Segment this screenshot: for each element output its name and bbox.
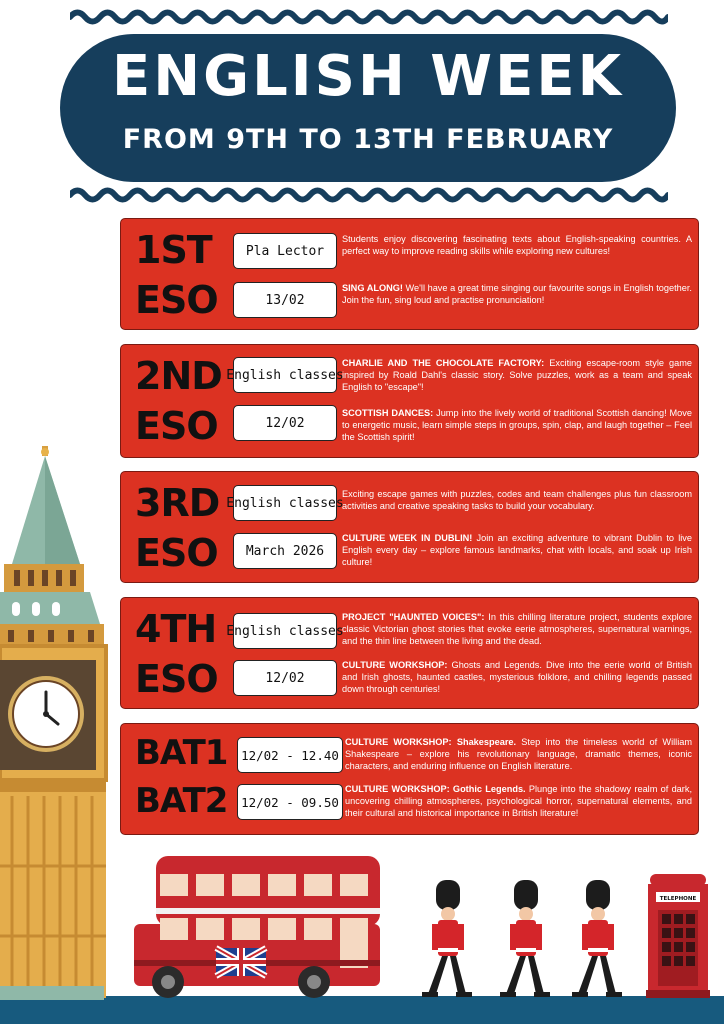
page-title: ENGLISH WEEK [112, 44, 624, 109]
wave-divider-icon [70, 186, 668, 204]
level-label: 2ND [135, 354, 222, 398]
card-bat [120, 723, 699, 835]
activity-pill: Pla Lector [233, 233, 337, 269]
card-3rd-eso [120, 471, 699, 583]
activity-pill: English classes [233, 485, 337, 521]
page-subtitle: FROM 9TH TO 13TH FEBRUARY [122, 124, 614, 155]
wave-divider-icon [70, 8, 668, 26]
activity-description: CULTURE WEEK IN DUBLIN! Join an exciting adventure to vibrant Dublin to live English every day – explore famous landmarks, chat with locals, and soak up Irish culture! [342, 533, 692, 568]
card-4th-eso [120, 597, 699, 709]
time-pill: 12/02 - 12.40 [237, 737, 343, 773]
activity-pill: English classes [233, 613, 337, 649]
card-2nd-eso [120, 344, 699, 458]
level-label: BAT1 [135, 733, 228, 773]
union-jack-icon [216, 948, 266, 976]
phone-box-icon [646, 874, 710, 998]
activity-description: SING ALONG! We'll have a great time singing our favourite songs in English together. Join the fun, sing loud and practise pronunciation! [342, 283, 692, 306]
level-label: ESO [135, 531, 218, 575]
date-pill: 12/02 [233, 405, 337, 441]
level-label: ESO [135, 657, 218, 701]
level-label: 3RD [135, 481, 220, 525]
activity-description: Exciting escape games with puzzles, codes and team challenges plus fun classroom activities and creative speaking tasks to build your vocabulary. [342, 489, 692, 512]
level-label: ESO [135, 278, 218, 322]
title-banner [60, 34, 676, 182]
activity-description: CHARLIE AND THE CHOCOLATE FACTORY: Exciting escape-room style game inspired by Roald Dahl's classic story. Solve puzzles, work as a team and speak English to "escape"! [342, 358, 692, 393]
level-label: BAT2 [135, 781, 228, 821]
date-pill: 12/02 [233, 660, 337, 696]
activity-description: CULTURE WORKSHOP: Shakespeare. Step into the timeless world of William Shakespeare – explore his revolutionary language, dramatic themes, iconic characters, and enduring influence on English literature. [345, 737, 692, 772]
card-1st-eso [120, 218, 699, 330]
big-ben-icon [0, 446, 110, 1002]
activity-pill: English classes [233, 357, 337, 393]
activity-description: SCOTTISH DANCES: Jump into the lively world of traditional Scottish dancing! Move to energetic music, learn simple steps in groups, spin, clap, and laugh together – Feel the Scottish spirit! [342, 408, 692, 443]
date-pill: 13/02 [233, 282, 337, 318]
phone-box-sign: TELEPHONE [659, 896, 697, 902]
activity-description: CULTURE WORKSHOP: Ghosts and Legends. Dive into the eerie world of British and Irish ghosts, haunted castles, mysterious folklore, and chilling legends passed down through centuries! [342, 660, 692, 695]
guard-icon [494, 878, 554, 1000]
level-label: 1ST [135, 228, 212, 272]
activity-description: PROJECT "HAUNTED VOICES": In this chilling literature project, students explore classic Victorian ghost stories that evoke eerie atmospheres, supernatural warnings, and the thin line between the living and the dead. [342, 612, 693, 647]
guard-icon [416, 878, 476, 1000]
date-pill: March 2026 [233, 533, 337, 569]
guard-icon [566, 878, 626, 1000]
bus-icon [134, 856, 384, 1000]
level-label: 4TH [135, 607, 217, 651]
activity-description: CULTURE WORKSHOP: Gothic Legends. Plunge into the shadowy realm of dark, uncovering chilling atmospheres, psychological horror, supernatural elements, and their cultural and historical importance in British literature! [345, 784, 692, 819]
time-pill: 12/02 - 09.50 [237, 784, 343, 820]
level-label: ESO [135, 404, 218, 448]
activity-description: Students enjoy discovering fascinating texts about English-speaking countries. A perfect way to improve reading skills while exploring new cultures! [342, 234, 692, 257]
clock-icon [8, 676, 84, 752]
